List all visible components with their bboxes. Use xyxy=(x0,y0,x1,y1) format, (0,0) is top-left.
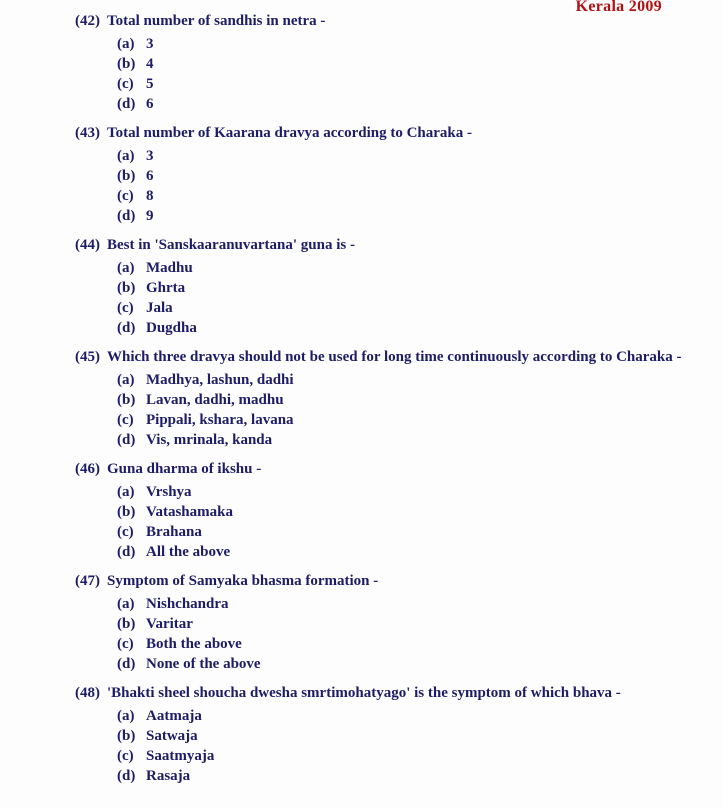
option-label: (c) xyxy=(117,636,134,652)
question-line xyxy=(75,347,707,367)
question-item xyxy=(75,123,707,226)
option-item xyxy=(117,390,707,410)
option-item xyxy=(117,542,707,562)
option-list xyxy=(117,258,707,338)
option-item xyxy=(117,746,707,766)
option-label: (b) xyxy=(117,392,136,408)
option-item xyxy=(117,54,707,74)
option-text: Madhya, lashun, dadhi xyxy=(146,372,294,388)
option-text: Vatashamaka xyxy=(146,504,233,520)
question-number: (44) xyxy=(75,237,100,253)
option-text: Ghrta xyxy=(146,280,186,296)
option-label: (b) xyxy=(117,616,136,632)
option-item xyxy=(117,482,707,502)
option-label: (a) xyxy=(117,708,135,724)
option-item xyxy=(117,166,707,186)
question-text: 'Bhakti sheel shoucha dwesha smrtimohatyago' is the symptom of which bhava - xyxy=(107,685,621,701)
option-list xyxy=(117,482,707,562)
question-line xyxy=(75,123,707,143)
option-text: Varitar xyxy=(146,616,193,632)
question-item xyxy=(75,235,707,338)
option-label: (c) xyxy=(117,412,134,428)
option-text: Vrshya xyxy=(146,484,192,500)
option-item xyxy=(117,318,707,338)
option-text: Saatmyaja xyxy=(146,748,215,764)
option-text: Vis, mrinala, kanda xyxy=(146,432,273,448)
option-text: Satwaja xyxy=(146,728,198,744)
question-line xyxy=(75,11,707,31)
option-label: (d) xyxy=(117,208,136,224)
option-label: (d) xyxy=(117,432,136,448)
option-item xyxy=(117,146,707,166)
option-text: 3 xyxy=(146,36,154,52)
option-text: None of the above xyxy=(146,656,261,672)
option-label: (b) xyxy=(117,56,136,72)
option-text: 6 xyxy=(146,96,154,112)
question-item xyxy=(75,459,707,562)
option-item xyxy=(117,370,707,390)
question-number: (45) xyxy=(75,349,100,365)
option-text: 4 xyxy=(146,56,154,72)
option-label: (a) xyxy=(117,596,135,612)
option-item xyxy=(117,410,707,430)
question-number: (46) xyxy=(75,461,100,477)
option-label: (d) xyxy=(117,96,136,112)
option-text: 5 xyxy=(146,76,154,92)
question-line xyxy=(75,459,707,479)
option-label: (a) xyxy=(117,36,135,52)
option-item xyxy=(117,706,707,726)
option-text: Aatmaja xyxy=(146,708,202,724)
question-number: (48) xyxy=(75,685,100,701)
option-list xyxy=(117,146,707,226)
option-text: 9 xyxy=(146,208,154,224)
option-text: Both the above xyxy=(146,636,242,652)
question-text: Total number of sandhis in netra - xyxy=(107,13,326,29)
option-text: Nishchandra xyxy=(146,596,229,612)
question-list xyxy=(75,11,707,795)
option-item xyxy=(117,258,707,278)
question-line xyxy=(75,683,707,703)
option-text: Jala xyxy=(146,300,173,316)
option-text: Pippali, kshara, lavana xyxy=(146,412,294,428)
option-text: Madhu xyxy=(146,260,193,276)
option-label: (d) xyxy=(117,320,136,336)
option-label: (a) xyxy=(117,484,135,500)
option-text: 6 xyxy=(146,168,154,184)
option-label: (b) xyxy=(117,168,136,184)
option-label: (b) xyxy=(117,728,136,744)
question-number: (42) xyxy=(75,13,100,29)
option-item xyxy=(117,594,707,614)
option-text: 3 xyxy=(146,148,154,164)
option-list xyxy=(117,706,707,786)
option-item xyxy=(117,206,707,226)
option-item xyxy=(117,278,707,298)
option-item xyxy=(117,766,707,786)
question-item xyxy=(75,347,707,450)
option-label: (c) xyxy=(117,188,134,204)
option-label: (a) xyxy=(117,148,135,164)
option-item xyxy=(117,34,707,54)
option-label: (c) xyxy=(117,300,134,316)
option-item xyxy=(117,298,707,318)
option-text: All the above xyxy=(146,544,231,560)
option-item xyxy=(117,502,707,522)
option-text: Rasaja xyxy=(146,768,191,784)
exam-source-label: Kerala 2009 xyxy=(575,0,662,15)
option-label: (d) xyxy=(117,656,136,672)
option-text: Brahana xyxy=(146,524,202,540)
option-item xyxy=(117,634,707,654)
option-list xyxy=(117,594,707,674)
option-item xyxy=(117,94,707,114)
option-label: (b) xyxy=(117,280,136,296)
option-label: (d) xyxy=(117,544,136,560)
question-text: Best in 'Sanskaaranuvartana' guna is - xyxy=(107,237,355,253)
question-item xyxy=(75,571,707,674)
option-list xyxy=(117,370,707,450)
option-item xyxy=(117,430,707,450)
option-label: (a) xyxy=(117,372,135,388)
question-text: Total number of Kaarana dravya according to Charaka - xyxy=(107,125,473,141)
option-text: Dugdha xyxy=(146,320,197,336)
question-text: Guna dharma of ikshu - xyxy=(107,461,262,477)
option-text: Lavan, dadhi, madhu xyxy=(146,392,284,408)
question-number: (47) xyxy=(75,573,100,589)
option-label: (c) xyxy=(117,748,134,764)
option-label: (c) xyxy=(117,524,134,540)
question-item xyxy=(75,11,707,114)
option-label: (b) xyxy=(117,504,136,520)
option-label: (a) xyxy=(117,260,135,276)
option-item xyxy=(117,726,707,746)
option-item xyxy=(117,654,707,674)
question-text: Symptom of Samyaka bhasma formation - xyxy=(107,573,379,589)
question-line xyxy=(75,235,707,255)
question-text: Which three dravya should not be used for long time continuously according to Charaka - xyxy=(107,349,682,365)
option-list xyxy=(117,34,707,114)
question-number: (43) xyxy=(75,125,100,141)
option-item xyxy=(117,74,707,94)
question-line xyxy=(75,571,707,591)
option-item xyxy=(117,522,707,542)
option-text: 8 xyxy=(146,188,154,204)
option-item xyxy=(117,614,707,634)
option-item xyxy=(117,186,707,206)
option-label: (d) xyxy=(117,768,136,784)
question-item xyxy=(75,683,707,786)
option-label: (c) xyxy=(117,76,134,92)
